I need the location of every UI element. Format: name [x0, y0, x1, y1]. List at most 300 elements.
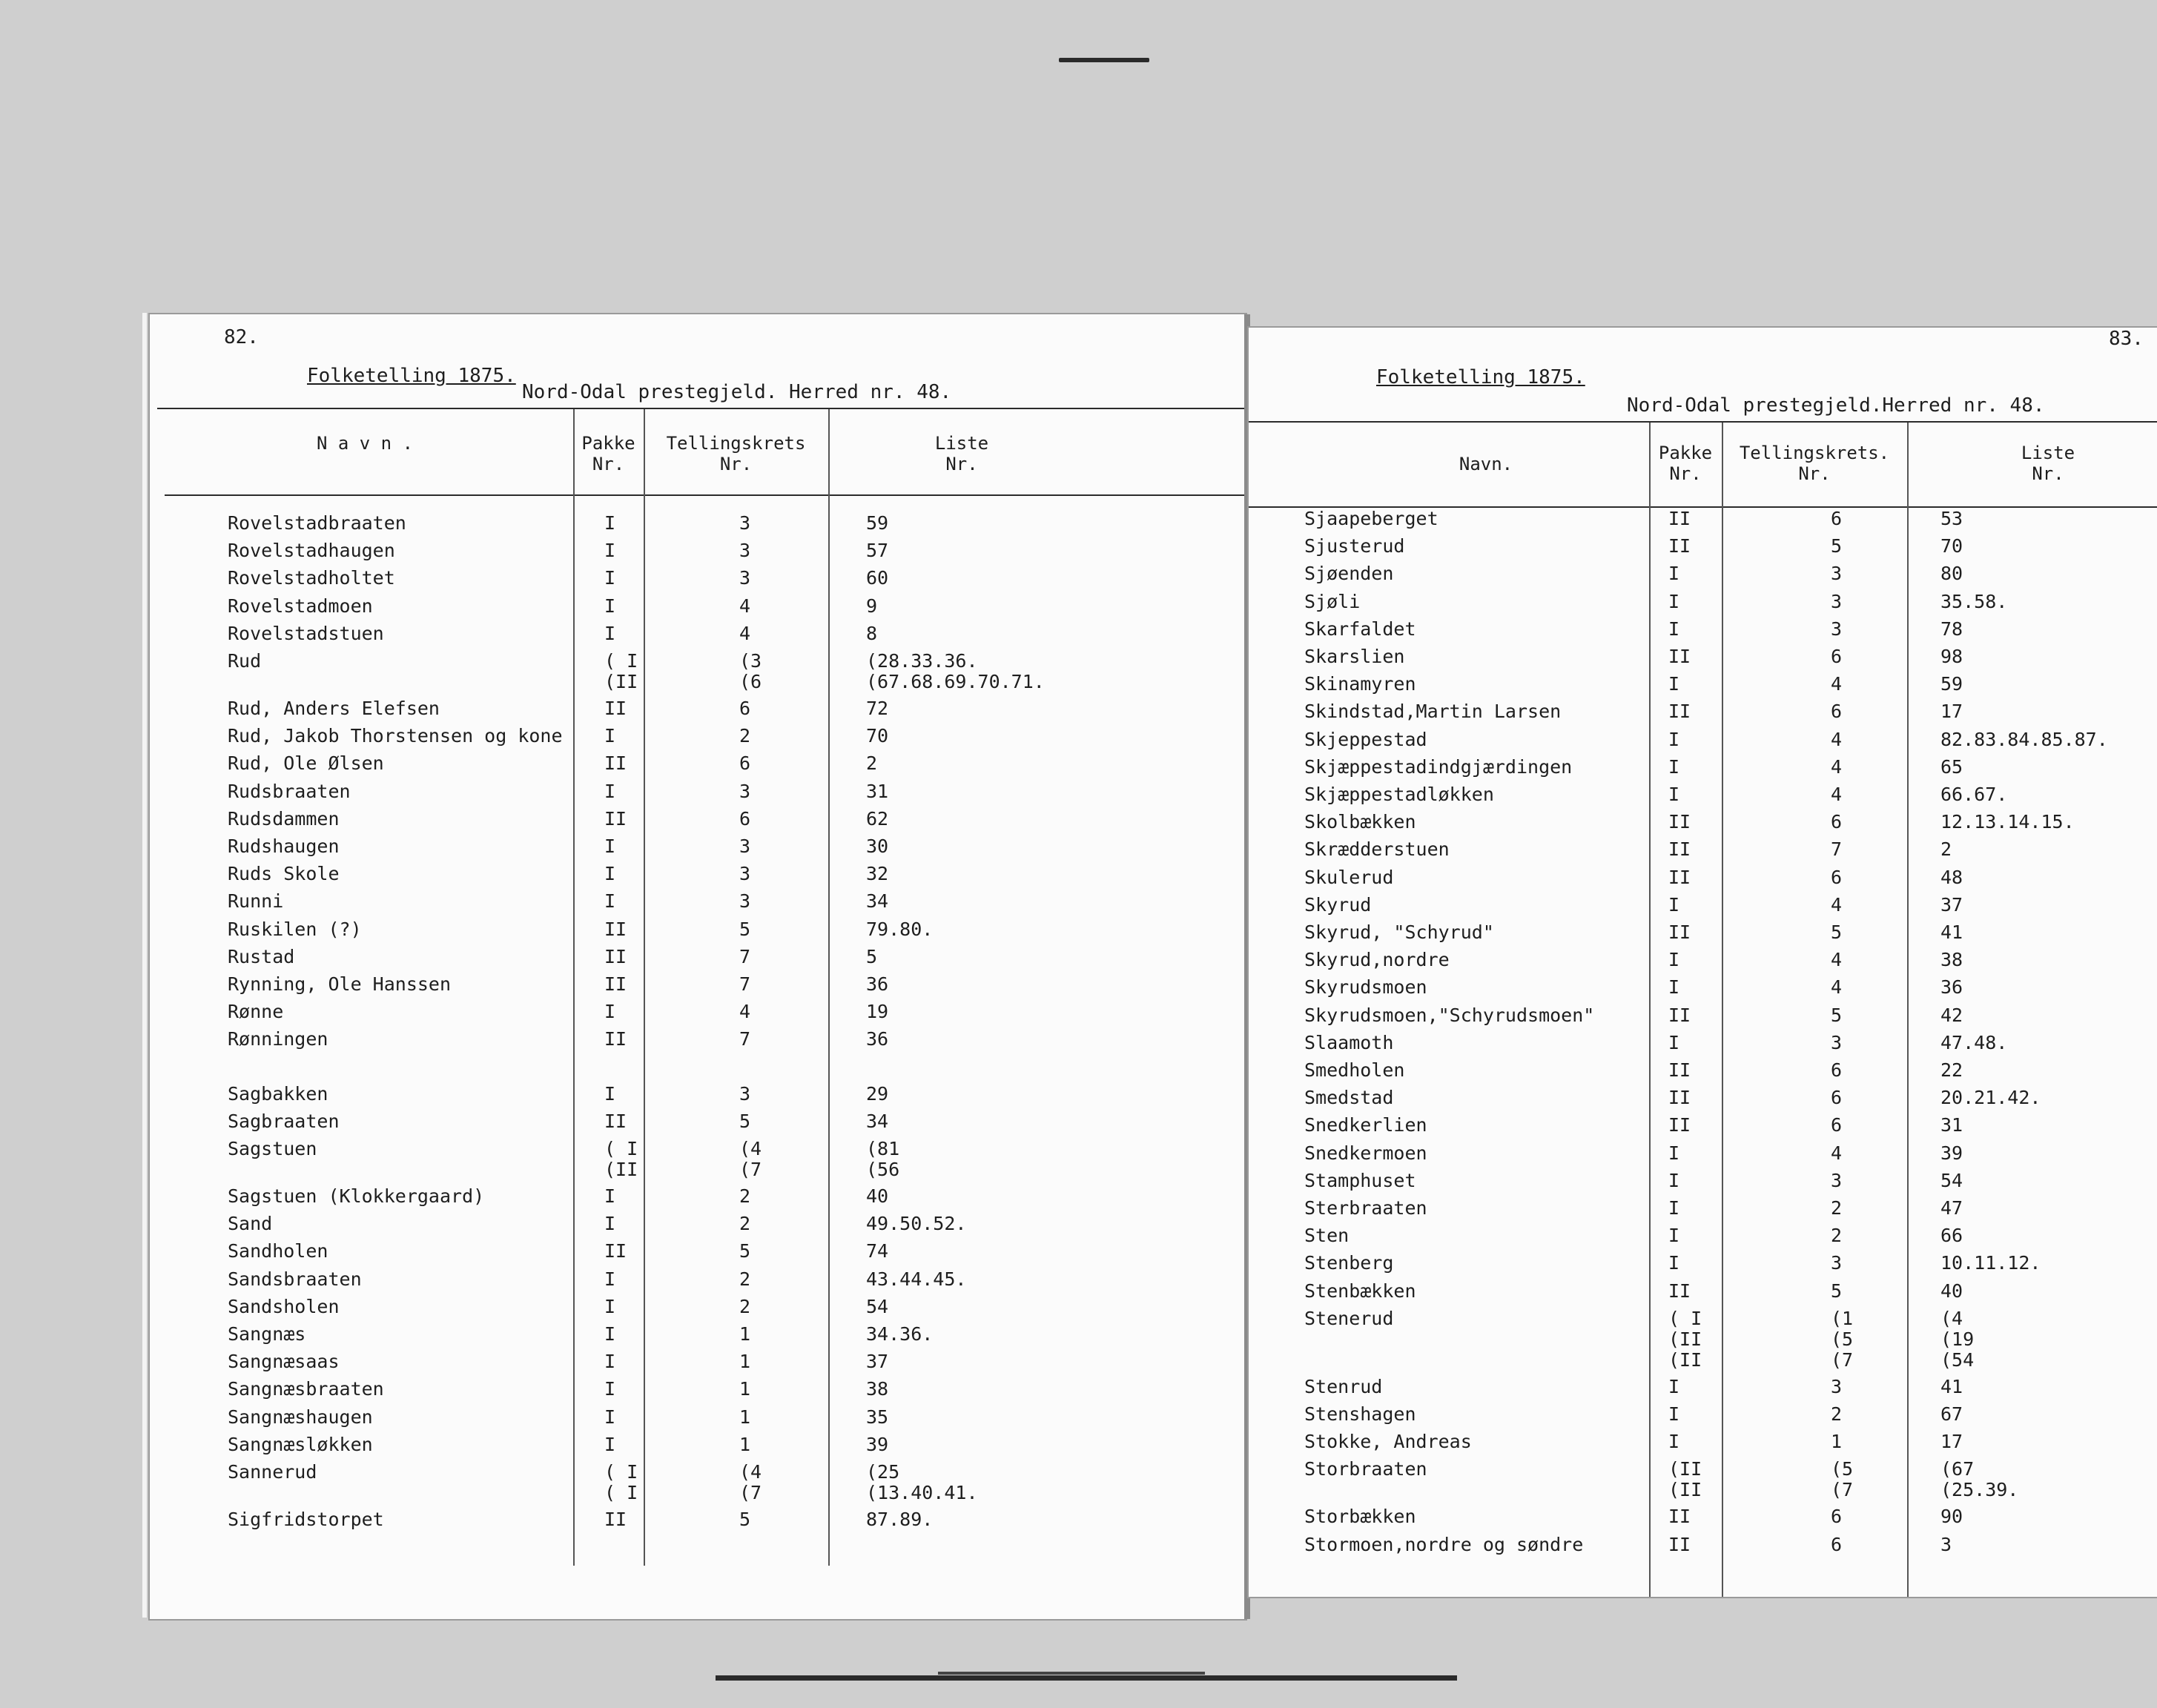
- pakke-number: II: [1668, 1059, 1691, 1081]
- place-name: Sannerud: [228, 1461, 317, 1483]
- pakke-number: I: [604, 540, 616, 562]
- pakke-number: (II (II: [1668, 1458, 1702, 1501]
- column-divider: [1649, 423, 1651, 1597]
- tellingskrets-number: 4: [739, 622, 751, 644]
- tellingskrets-number: 5: [1831, 1280, 1843, 1302]
- place-name: Rud, Ole Ølsen: [228, 752, 384, 775]
- liste-number: 38: [866, 1378, 889, 1400]
- tellingskrets-number: 3: [1831, 1252, 1843, 1274]
- liste-number: 72: [866, 698, 889, 719]
- pakke-number: I: [1668, 893, 1680, 916]
- liste-number: 29: [866, 1082, 889, 1105]
- place-name: Sangnæs: [228, 1323, 306, 1345]
- tellingskrets-number: 4: [1831, 755, 1843, 778]
- place-name: Sagstuen (Klokkergaard): [228, 1185, 485, 1207]
- place-name: Sterbraaten: [1304, 1197, 1427, 1219]
- liste-number: 90: [1940, 1506, 1963, 1528]
- tellingskrets-number: 3: [1831, 563, 1843, 585]
- pakke-number: I: [1668, 728, 1680, 750]
- tellingskrets-number: 3: [1831, 590, 1843, 612]
- pakke-number: I: [1668, 755, 1680, 778]
- pakke-number: II: [604, 1509, 627, 1530]
- pakke-number: II: [604, 918, 627, 940]
- tellingskrets-number: 3: [739, 890, 751, 913]
- place-name: Stenberg: [1304, 1252, 1394, 1274]
- liste-number: (28.33.36. (67.68.69.70.71.: [866, 650, 1045, 692]
- pakke-number: I: [1668, 1142, 1680, 1164]
- pakke-number: I: [604, 1323, 616, 1345]
- place-name: Smedholen: [1304, 1059, 1405, 1081]
- liste-number: 8: [866, 622, 878, 644]
- tellingskrets-number: 4: [1831, 893, 1843, 916]
- place-name: Rynning, Ole Hanssen: [228, 973, 452, 995]
- tellingskrets-number: 2: [1831, 1403, 1843, 1425]
- pakke-number: II: [604, 698, 627, 719]
- tellingskrets-number: 2: [739, 725, 751, 747]
- pakke-number: I: [604, 1351, 616, 1373]
- liste-number: 12.13.14.15.: [1940, 811, 2075, 833]
- tellingskrets-number: (4 (7: [739, 1461, 762, 1503]
- liste-number: 36: [866, 1028, 889, 1050]
- liste-number: (25 (13.40.41.: [866, 1461, 978, 1503]
- pakke-number: I: [604, 1406, 616, 1428]
- pakke-number: II: [1668, 838, 1691, 861]
- liste-number: 40: [1940, 1280, 1963, 1302]
- place-name: Stenbækken: [1304, 1280, 1416, 1302]
- pakke-number: I: [604, 512, 616, 534]
- pakke-number: I: [604, 1268, 616, 1290]
- column-divider: [1907, 423, 1909, 1597]
- liste-number: 2: [866, 752, 878, 775]
- place-name: Sjaapeberget: [1304, 508, 1438, 529]
- place-name: Skindstad,Martin Larsen: [1304, 701, 1562, 723]
- tellingskrets-number: 1: [1831, 1431, 1843, 1453]
- liste-number: 47: [1940, 1197, 1963, 1219]
- place-name: Skyrud, "Schyrud": [1304, 921, 1494, 943]
- page-number: 83.: [2109, 328, 2144, 350]
- liste-number: 10.11.12.: [1940, 1252, 2041, 1274]
- liste-number: 2: [1940, 838, 1952, 861]
- pakke-number: I: [1668, 563, 1680, 585]
- liste-number: 17: [1940, 1431, 1963, 1453]
- liste-number: 79.80.: [866, 918, 934, 940]
- pakke-number: II: [1668, 921, 1691, 943]
- liste-number: 70: [866, 725, 889, 747]
- tellingskrets-number: 5: [1831, 921, 1843, 943]
- header-top-rule: [157, 408, 1244, 409]
- place-name: Skyrudsmoen,"Schyrudsmoen": [1304, 1004, 1595, 1026]
- place-name: Sandsholen: [228, 1295, 340, 1317]
- place-name: Stenrud: [1304, 1375, 1383, 1397]
- place-name: Rovelstadholtet: [228, 567, 395, 589]
- place-name: Smedstad: [1304, 1087, 1394, 1109]
- place-name: Skyrudsmoen: [1304, 976, 1427, 999]
- liste-number: 31: [1940, 1114, 1963, 1136]
- pakke-number: I: [1668, 784, 1680, 805]
- liste-number: 43.44.45.: [866, 1268, 967, 1290]
- pakke-number: II: [1668, 1280, 1691, 1302]
- liste-number: 30: [866, 835, 889, 857]
- header-tellingskrets: Tellingskrets Nr.: [666, 433, 806, 474]
- header-liste: Liste Nr.: [2021, 443, 2075, 484]
- place-name: Rustad: [228, 945, 295, 967]
- place-name: Skyrud,nordre: [1304, 949, 1450, 971]
- pakke-number: I: [604, 1185, 616, 1207]
- place-name: Skolbækken: [1304, 811, 1416, 833]
- liste-number: (67 (25.39.: [1940, 1458, 2019, 1501]
- pakke-number: II: [1668, 1506, 1691, 1528]
- pakke-number: II: [1668, 1004, 1691, 1026]
- tellingskrets-number: 6: [1831, 866, 1843, 888]
- liste-number: 34: [866, 1110, 889, 1132]
- place-name: Stenshagen: [1304, 1403, 1416, 1425]
- pakke-number: I: [604, 1433, 616, 1455]
- tellingskrets-number: 5: [739, 1110, 751, 1132]
- tellingskrets-number: 4: [1831, 949, 1843, 971]
- tellingskrets-number: 2: [1831, 1225, 1843, 1247]
- place-name: Skinamyren: [1304, 673, 1416, 695]
- tellingskrets-number: 4: [1831, 728, 1843, 750]
- tellingskrets-number: 2: [739, 1213, 751, 1235]
- tellingskrets-number: 7: [739, 1028, 751, 1050]
- pakke-number: ( I (II (II: [1668, 1307, 1702, 1371]
- place-name: Ruds Skole: [228, 863, 340, 885]
- liste-number: 87.89.: [866, 1509, 934, 1530]
- pakke-number: I: [604, 835, 616, 857]
- pakke-number: ( I (II: [604, 1138, 638, 1180]
- liste-number: 41: [1940, 921, 1963, 943]
- tellingskrets-number: (5 (7: [1831, 1458, 1854, 1501]
- place-name: Storbraaten: [1304, 1458, 1427, 1480]
- liste-number: 3: [1940, 1533, 1952, 1555]
- liste-number: 70: [1940, 535, 1963, 557]
- pakke-number: I: [604, 1213, 616, 1235]
- place-name: Sigfridstorpet: [228, 1509, 384, 1530]
- tellingskrets-number: 1: [739, 1406, 751, 1428]
- liste-number: 5: [866, 945, 878, 967]
- place-name: Sand: [228, 1213, 273, 1235]
- tellingskrets-number: 3: [739, 863, 751, 885]
- header-top-rule: [1249, 421, 2157, 423]
- liste-number: 62: [866, 807, 889, 830]
- place-name: Rudsbraaten: [228, 780, 351, 802]
- pakke-number: I: [1668, 618, 1680, 640]
- liste-number: 39: [866, 1433, 889, 1455]
- liste-number: 82.83.84.85.87.: [1940, 728, 2108, 750]
- pakke-number: I: [604, 567, 616, 589]
- liste-number: 80: [1940, 563, 1963, 585]
- pakke-number: I: [604, 1001, 616, 1023]
- tellingskrets-number: (3 (6: [739, 650, 762, 692]
- place-name: Rovelstadstuen: [228, 622, 384, 644]
- liste-number: 34: [866, 890, 889, 913]
- liste-number: 20.21.42.: [1940, 1087, 2041, 1109]
- tellingskrets-number: 3: [739, 512, 751, 534]
- place-name: Rud, Anders Elefsen: [228, 698, 440, 719]
- pakke-number: II: [604, 1240, 627, 1262]
- place-name: Rovelstadbraaten: [228, 512, 406, 534]
- liste-number: 66: [1940, 1225, 1963, 1247]
- column-divider: [644, 409, 645, 1566]
- liste-number: 59: [866, 512, 889, 534]
- liste-number: 35.58.: [1940, 590, 2008, 612]
- place-name: Sjøli: [1304, 590, 1361, 612]
- liste-number: 35: [866, 1406, 889, 1428]
- place-name: Skjæppestadindgjærdingen: [1304, 755, 1573, 778]
- tellingskrets-number: (1 (5 (7: [1831, 1307, 1854, 1371]
- liste-number: 60: [866, 567, 889, 589]
- tellingskrets-number: 5: [1831, 1004, 1843, 1026]
- place-name: Sangnæshaugen: [228, 1406, 373, 1428]
- place-name: Rud: [228, 650, 262, 672]
- place-name: Sten: [1304, 1225, 1350, 1247]
- liste-number: 41: [1940, 1375, 1963, 1397]
- pakke-number: I: [604, 1082, 616, 1105]
- place-name: Rovelstadmoen: [228, 595, 373, 617]
- tellingskrets-number: 3: [739, 567, 751, 589]
- liste-number: 59: [1940, 673, 1963, 695]
- liste-number: 57: [866, 540, 889, 562]
- left-page: [150, 314, 1246, 1619]
- pakke-number: I: [604, 595, 616, 617]
- pakke-number: I: [604, 725, 616, 747]
- header-pakke: Pakke Nr.: [1658, 443, 1713, 484]
- tellingskrets-number: 3: [1831, 1031, 1843, 1053]
- tellingskrets-number: 1: [739, 1378, 751, 1400]
- place-name: Sandsbraaten: [228, 1268, 362, 1290]
- place-name: Sagbraaten: [228, 1110, 340, 1132]
- liste-number: 47.48.: [1940, 1031, 2008, 1053]
- tellingskrets-number: 6: [1831, 1059, 1843, 1081]
- header-navn: N a v n .: [316, 433, 414, 454]
- top-scan-mark: [1059, 58, 1149, 62]
- census-title: Folketelling 1875.: [307, 365, 516, 387]
- tellingskrets-number: 6: [739, 698, 751, 719]
- place-name: Stenerud: [1304, 1307, 1394, 1329]
- tellingskrets-number: 6: [1831, 811, 1843, 833]
- tellingskrets-number: 2: [739, 1268, 751, 1290]
- pakke-number: I: [604, 622, 616, 644]
- place-name: Rønne: [228, 1001, 284, 1023]
- pakke-number: I: [1668, 949, 1680, 971]
- tellingskrets-number: 2: [739, 1185, 751, 1207]
- tellingskrets-number: 3: [739, 540, 751, 562]
- pakke-number: II: [1668, 1533, 1691, 1555]
- liste-number: 98: [1940, 646, 1963, 667]
- pakke-number: II: [604, 1028, 627, 1050]
- tellingskrets-number: 6: [1831, 1533, 1843, 1555]
- tellingskrets-number: 5: [739, 1240, 751, 1262]
- place-name: Stamphuset: [1304, 1169, 1416, 1191]
- tellingskrets-number: 7: [739, 973, 751, 995]
- tellingskrets-number: 6: [739, 807, 751, 830]
- liste-number: 65: [1940, 755, 1963, 778]
- liste-number: 32: [866, 863, 889, 885]
- pakke-number: I: [1668, 1169, 1680, 1191]
- pakke-number: I: [1668, 1031, 1680, 1053]
- tellingskrets-number: 4: [739, 595, 751, 617]
- liste-number: 40: [866, 1185, 889, 1207]
- pakke-number: II: [1668, 701, 1691, 723]
- pakke-number: II: [1668, 1114, 1691, 1136]
- liste-number: (4 (19 (54: [1940, 1307, 1975, 1371]
- header-liste: Liste Nr.: [934, 433, 989, 474]
- place-name: Rovelstadhaugen: [228, 540, 395, 562]
- liste-number: 36: [866, 973, 889, 995]
- liste-number: 74: [866, 1240, 889, 1262]
- column-divider: [573, 409, 575, 1566]
- pakke-number: II: [604, 1110, 627, 1132]
- place-name: Skarslien: [1304, 646, 1405, 667]
- place-name: Skyrud: [1304, 893, 1372, 916]
- page-number: 82.: [224, 326, 259, 348]
- tellingskrets-number: 5: [739, 1509, 751, 1530]
- tellingskrets-number: 3: [739, 780, 751, 802]
- tellingskrets-number: 4: [1831, 784, 1843, 805]
- pakke-number: II: [604, 945, 627, 967]
- place-name: Sagbakken: [228, 1082, 328, 1105]
- tellingskrets-number: 2: [739, 1295, 751, 1317]
- tellingskrets-number: 4: [1831, 673, 1843, 695]
- tellingskrets-number: 7: [739, 945, 751, 967]
- tellingskrets-number: 1: [739, 1433, 751, 1455]
- place-name: Sandholen: [228, 1240, 328, 1262]
- pakke-number: II: [604, 752, 627, 775]
- liste-number: 34.36.: [866, 1323, 934, 1345]
- place-name: Rønningen: [228, 1028, 328, 1050]
- tellingskrets-number: (4 (7: [739, 1138, 762, 1180]
- place-name: Rudsdammen: [228, 807, 340, 830]
- place-name: Sangnæsbraaten: [228, 1378, 384, 1400]
- liste-number: 39: [1940, 1142, 1963, 1164]
- place-name: Stormoen,nordre og søndre: [1304, 1533, 1584, 1555]
- pakke-number: I: [604, 1378, 616, 1400]
- tellingskrets-number: 6: [1831, 1114, 1843, 1136]
- tellingskrets-number: 1: [739, 1323, 751, 1345]
- tellingskrets-number: 3: [1831, 618, 1843, 640]
- place-name: Sjusterud: [1304, 535, 1405, 557]
- liste-number: 36: [1940, 976, 1963, 999]
- place-name: Skjæppestadløkken: [1304, 784, 1494, 805]
- tellingskrets-number: 6: [1831, 701, 1843, 723]
- pakke-number: I: [1668, 1375, 1680, 1397]
- place-name: Skrædderstuen: [1304, 838, 1450, 861]
- place-name: Rudshaugen: [228, 835, 340, 857]
- liste-number: 37: [1940, 893, 1963, 916]
- pakke-number: I: [604, 890, 616, 913]
- parish-title: Nord-Odal prestegjeld.Herred nr. 48.: [1627, 394, 2045, 417]
- tellingskrets-number: 5: [739, 918, 751, 940]
- tellingskrets-number: 5: [1831, 535, 1843, 557]
- liste-number: 22: [1940, 1059, 1963, 1081]
- liste-number: 48: [1940, 866, 1963, 888]
- place-name: Sangnæsaas: [228, 1351, 340, 1373]
- liste-number: 38: [1940, 949, 1963, 971]
- tellingskrets-number: 6: [1831, 1087, 1843, 1109]
- tellingskrets-number: 4: [739, 1001, 751, 1023]
- pakke-number: I: [1668, 1431, 1680, 1453]
- pakke-number: I: [1668, 673, 1680, 695]
- place-name: Sjøenden: [1304, 563, 1394, 585]
- pakke-number: I: [1668, 1225, 1680, 1247]
- tellingskrets-number: 6: [1831, 1506, 1843, 1528]
- header-bottom-rule: [165, 494, 1244, 496]
- tellingskrets-number: 3: [1831, 1169, 1843, 1191]
- pakke-number: I: [604, 780, 616, 802]
- liste-number: 49.50.52.: [866, 1213, 967, 1235]
- pakke-number: II: [1668, 1087, 1691, 1109]
- place-name: Skulerud: [1304, 866, 1394, 888]
- pakke-number: I: [604, 1295, 616, 1317]
- pakke-number: II: [1668, 866, 1691, 888]
- bottom-scan-mark: [938, 1672, 1205, 1675]
- liste-number: 42: [1940, 1004, 1963, 1026]
- tellingskrets-number: 6: [1831, 508, 1843, 529]
- tellingskrets-number: 2: [1831, 1197, 1843, 1219]
- tellingskrets-number: 4: [1831, 1142, 1843, 1164]
- pakke-number: ( I (II: [604, 650, 638, 692]
- place-name: Skarfaldet: [1304, 618, 1416, 640]
- pakke-number: I: [604, 863, 616, 885]
- liste-number: 67: [1940, 1403, 1963, 1425]
- liste-number: 31: [866, 780, 889, 802]
- liste-number: 54: [1940, 1169, 1963, 1191]
- column-divider: [828, 409, 830, 1566]
- pakke-number: II: [1668, 535, 1691, 557]
- pakke-number: I: [1668, 1252, 1680, 1274]
- liste-number: 78: [1940, 618, 1963, 640]
- liste-number: (81 (56: [866, 1138, 900, 1180]
- place-name: Skjeppestad: [1304, 728, 1427, 750]
- tellingskrets-number: 1: [739, 1351, 751, 1373]
- header-pakke: Pakke Nr.: [581, 433, 635, 474]
- pakke-number: I: [1668, 976, 1680, 999]
- place-name: Rud, Jakob Thorstensen og kone: [228, 725, 563, 747]
- place-name: Slaamoth: [1304, 1031, 1394, 1053]
- column-divider: [1722, 423, 1723, 1597]
- liste-number: 37: [866, 1351, 889, 1373]
- tellingskrets-number: 6: [1831, 646, 1843, 667]
- header-tellingskrets: Tellingskrets. Nr.: [1739, 443, 1890, 484]
- parish-title: Nord-Odal prestegjeld. Herred nr. 48.: [522, 381, 952, 403]
- pakke-number: II: [604, 807, 627, 830]
- place-name: Ruskilen (?): [228, 918, 362, 940]
- place-name: Sagstuen: [228, 1138, 317, 1159]
- pakke-number: ( I ( I: [604, 1461, 638, 1503]
- tellingskrets-number: 3: [1831, 1375, 1843, 1397]
- liste-number: 53: [1940, 508, 1963, 529]
- tellingskrets-number: 4: [1831, 976, 1843, 999]
- tellingskrets-number: 3: [739, 1082, 751, 1105]
- pakke-number: II: [604, 973, 627, 995]
- tellingskrets-number: 6: [739, 752, 751, 775]
- place-name: Sangnæsløkken: [228, 1433, 373, 1455]
- tellingskrets-number: 7: [1831, 838, 1843, 861]
- pakke-number: II: [1668, 646, 1691, 667]
- pakke-number: II: [1668, 508, 1691, 529]
- place-name: Storbækken: [1304, 1506, 1416, 1528]
- open-ledger: [142, 283, 2144, 1629]
- right-page: [1249, 328, 2157, 1597]
- place-name: Stokke, Andreas: [1304, 1431, 1472, 1453]
- pakke-number: I: [1668, 1197, 1680, 1219]
- liste-number: 66.67.: [1940, 784, 2008, 805]
- pakke-number: I: [1668, 590, 1680, 612]
- tellingskrets-number: 3: [739, 835, 751, 857]
- place-name: Runni: [228, 890, 284, 913]
- liste-number: 19: [866, 1001, 889, 1023]
- census-title: Folketelling 1875.: [1376, 366, 1585, 388]
